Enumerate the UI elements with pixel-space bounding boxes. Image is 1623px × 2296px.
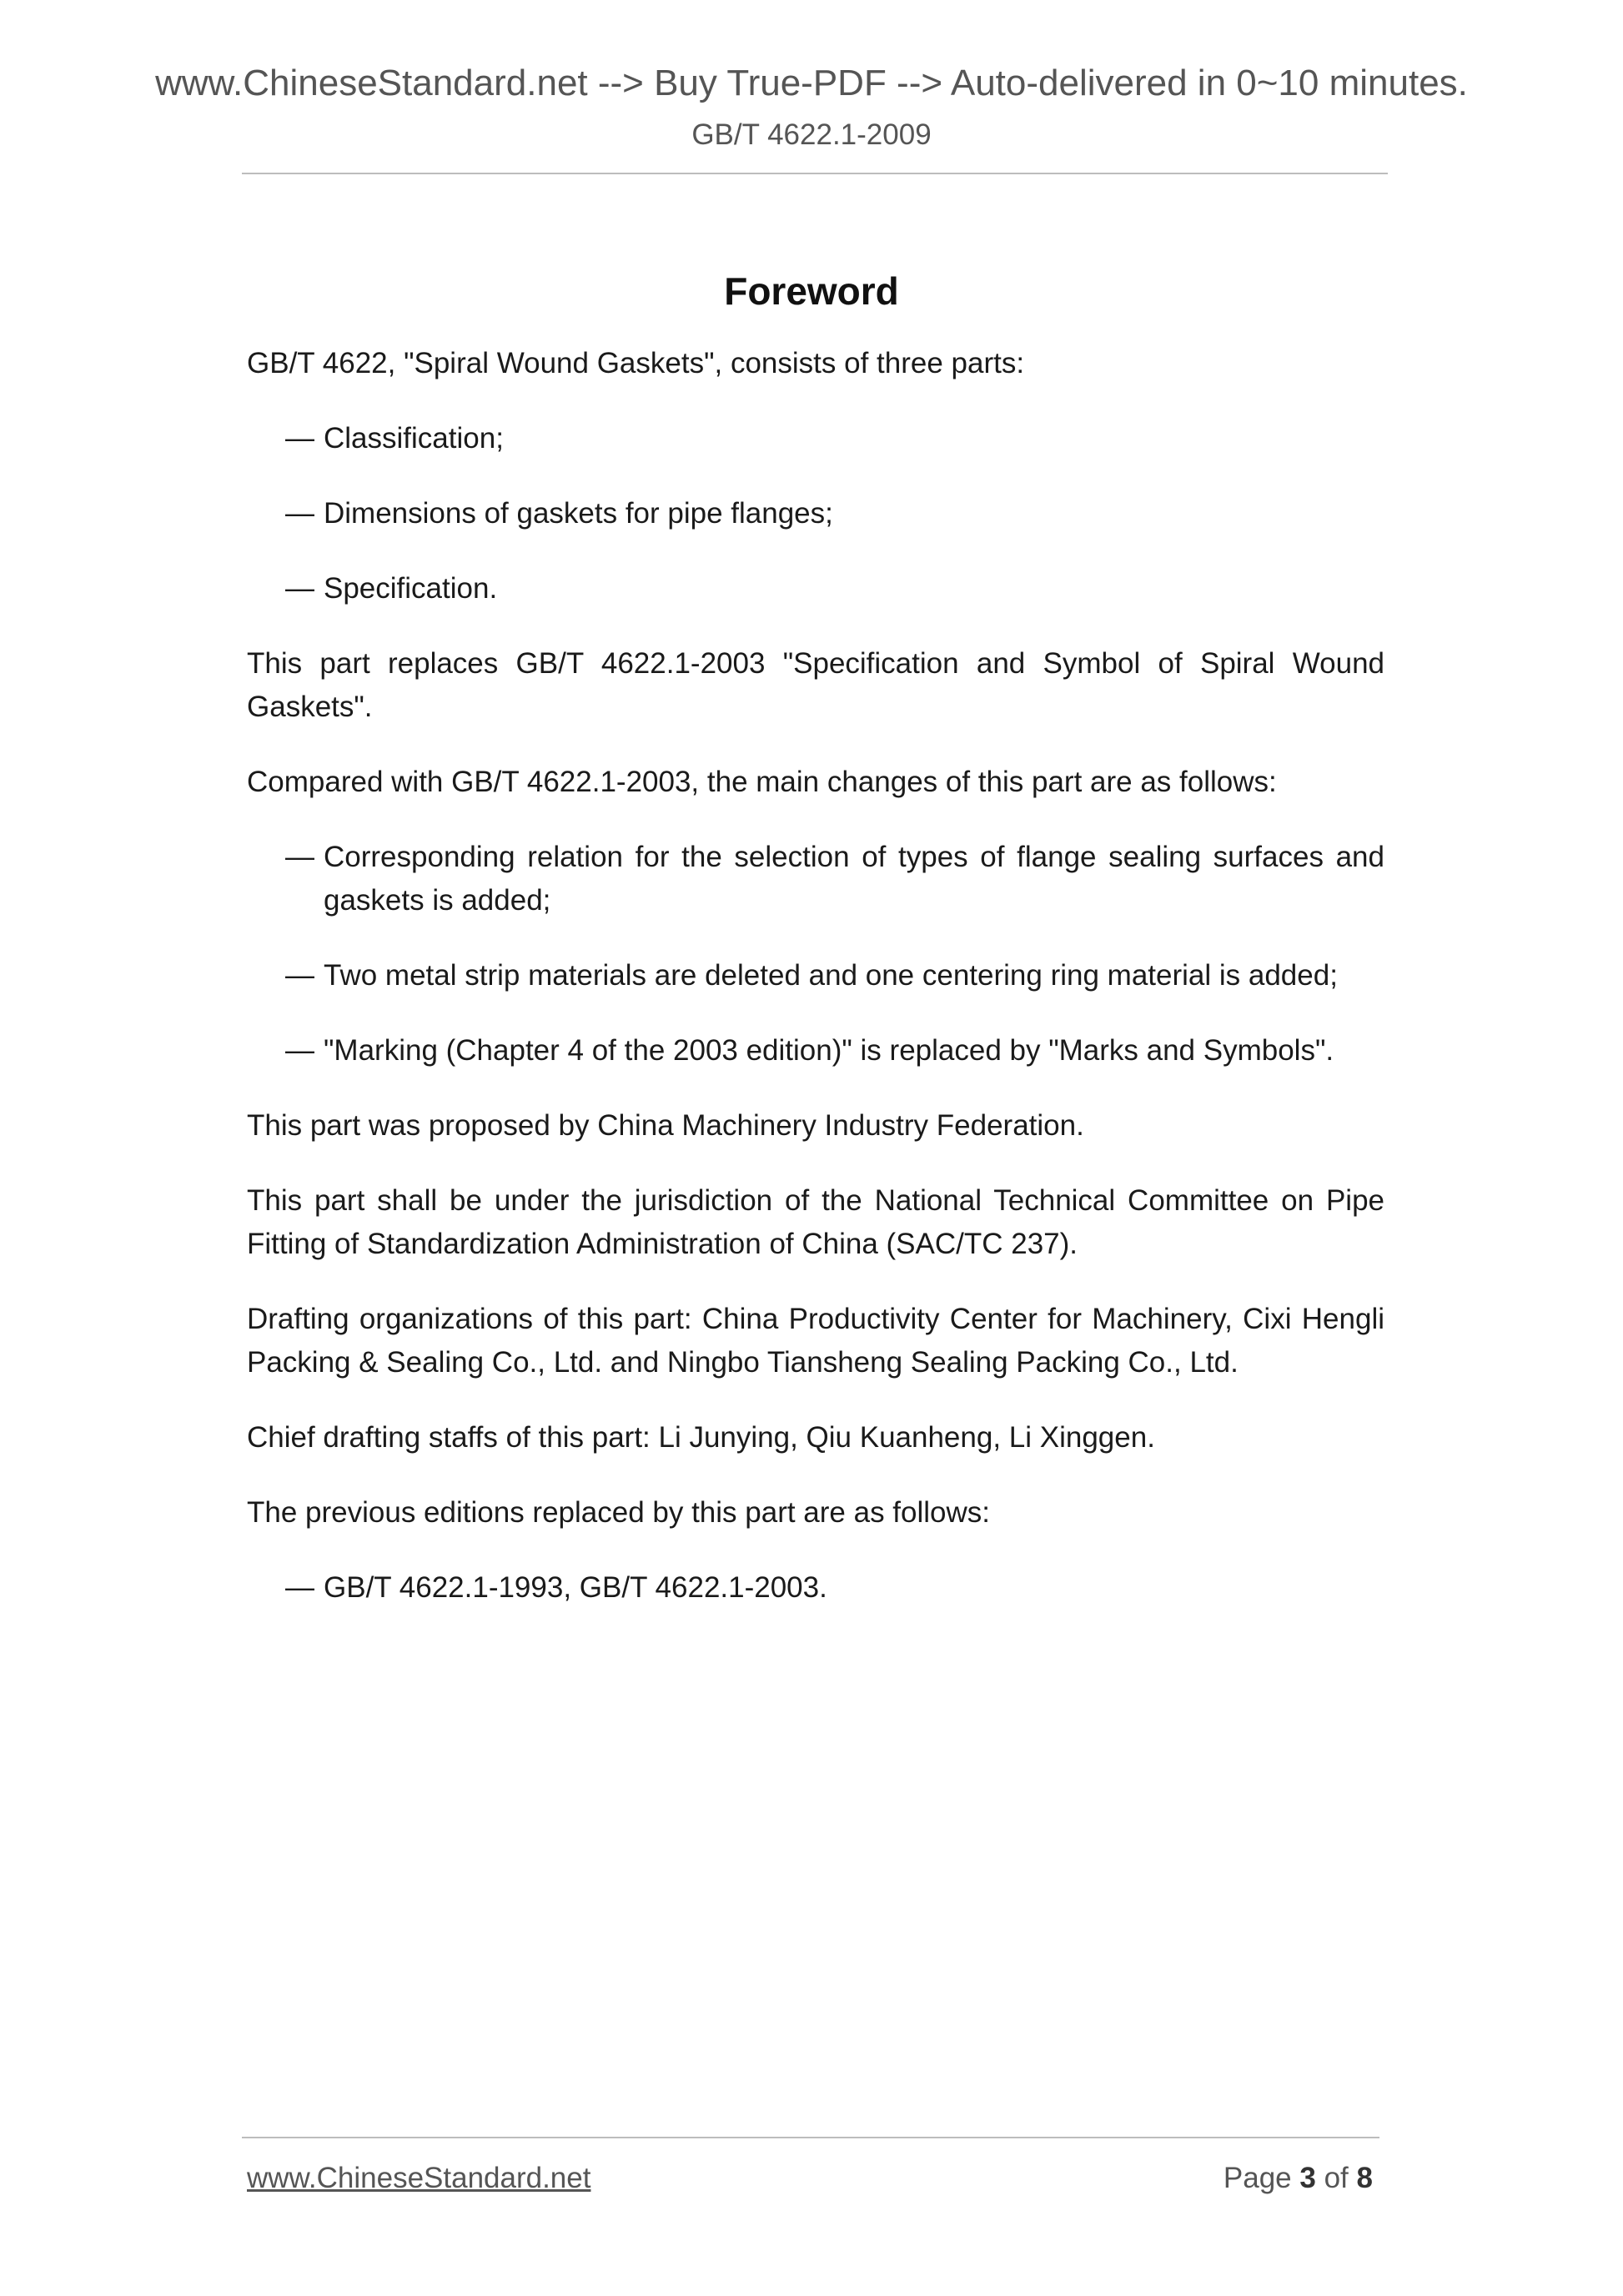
intro-paragraph: GB/T 4622, "Spiral Wound Gaskets", consists of three parts: [247,347,1025,379]
page-current: 3 [1299,2162,1316,2194]
footer-site-link[interactable]: www.ChineseStandard.net [247,2162,591,2194]
list-item [247,836,1384,922]
header-banner: www.ChineseStandard.net --> Buy True-PDF --> Auto-delivered in 0~10 minutes. [155,63,1468,103]
dash-glyph: — [285,1571,314,1604]
drafting-orgs-paragraph: Drafting organizations of this part: China Productivity Center for Machinery, Cixi Hengli Packing & Sealing Co., Ltd. and Ningbo Tiansheng Sealing Packing Co., Ltd. [247,1303,1384,1379]
list-item-text: Specification. [324,572,498,605]
jurisdiction-paragraph: This part shall be under the jurisdiction of the National Technical Committee on Pipe Fitting of Standardization Administration of China (SAC/TC 237). [247,1184,1384,1260]
page-label: Page [1223,2162,1292,2194]
dash-glyph: — [285,959,314,992]
list-item-text: "Marking (Chapter 4 of the 2003 edition)" is replaced by "Marks and Symbols". [324,1034,1334,1067]
dash-glyph: — [285,422,314,455]
list-item-text: Corresponding relation for the selection of types of flange sealing surfaces and gaskets is added; [324,841,1384,917]
page-number [1224,2160,1373,2197]
header-doc-code: GB/T 4622.1-2009 [691,118,932,151]
list-item [247,954,1384,997]
list-item [247,1029,1384,1073]
list-item [247,417,1384,460]
dash-glyph: — [285,497,314,530]
page-total: 8 [1356,2162,1373,2194]
previous-editions-intro: The previous editions replaced by this part are as follows: [247,1496,991,1529]
list-item-text: Classification; [324,422,504,455]
proposed-by-paragraph: This part was proposed by China Machinery Industry Federation. [247,1109,1084,1142]
list-item [247,567,1384,610]
list-item-text: Dimensions of gaskets for pipe flanges; [324,497,833,530]
foreword-body [247,342,1384,1641]
list-item [247,492,1384,535]
footer-divider [242,2137,1379,2138]
dash-glyph: — [285,841,314,873]
list-item-text: Two metal strip materials are deleted and one centering ring material is added; [324,959,1338,992]
page-title: Foreword [724,269,899,313]
replaces-paragraph: This part replaces GB/T 4622.1-2003 "Specification and Symbol of Spiral Wound Gaskets". [247,647,1384,723]
dash-glyph: — [285,572,314,605]
dash-glyph: — [285,1034,314,1067]
header-divider [242,173,1388,174]
page-of-label: of [1324,2162,1349,2194]
chief-staffs-paragraph: Chief drafting staffs of this part: Li Junying, Qiu Kuanheng, Li Xinggen. [247,1421,1155,1454]
changes-intro-paragraph: Compared with GB/T 4622.1-2003, the main changes of this part are as follows: [247,766,1277,798]
list-item [247,1566,1384,1610]
list-item-text: GB/T 4622.1-1993, GB/T 4622.1-2003. [324,1571,827,1604]
